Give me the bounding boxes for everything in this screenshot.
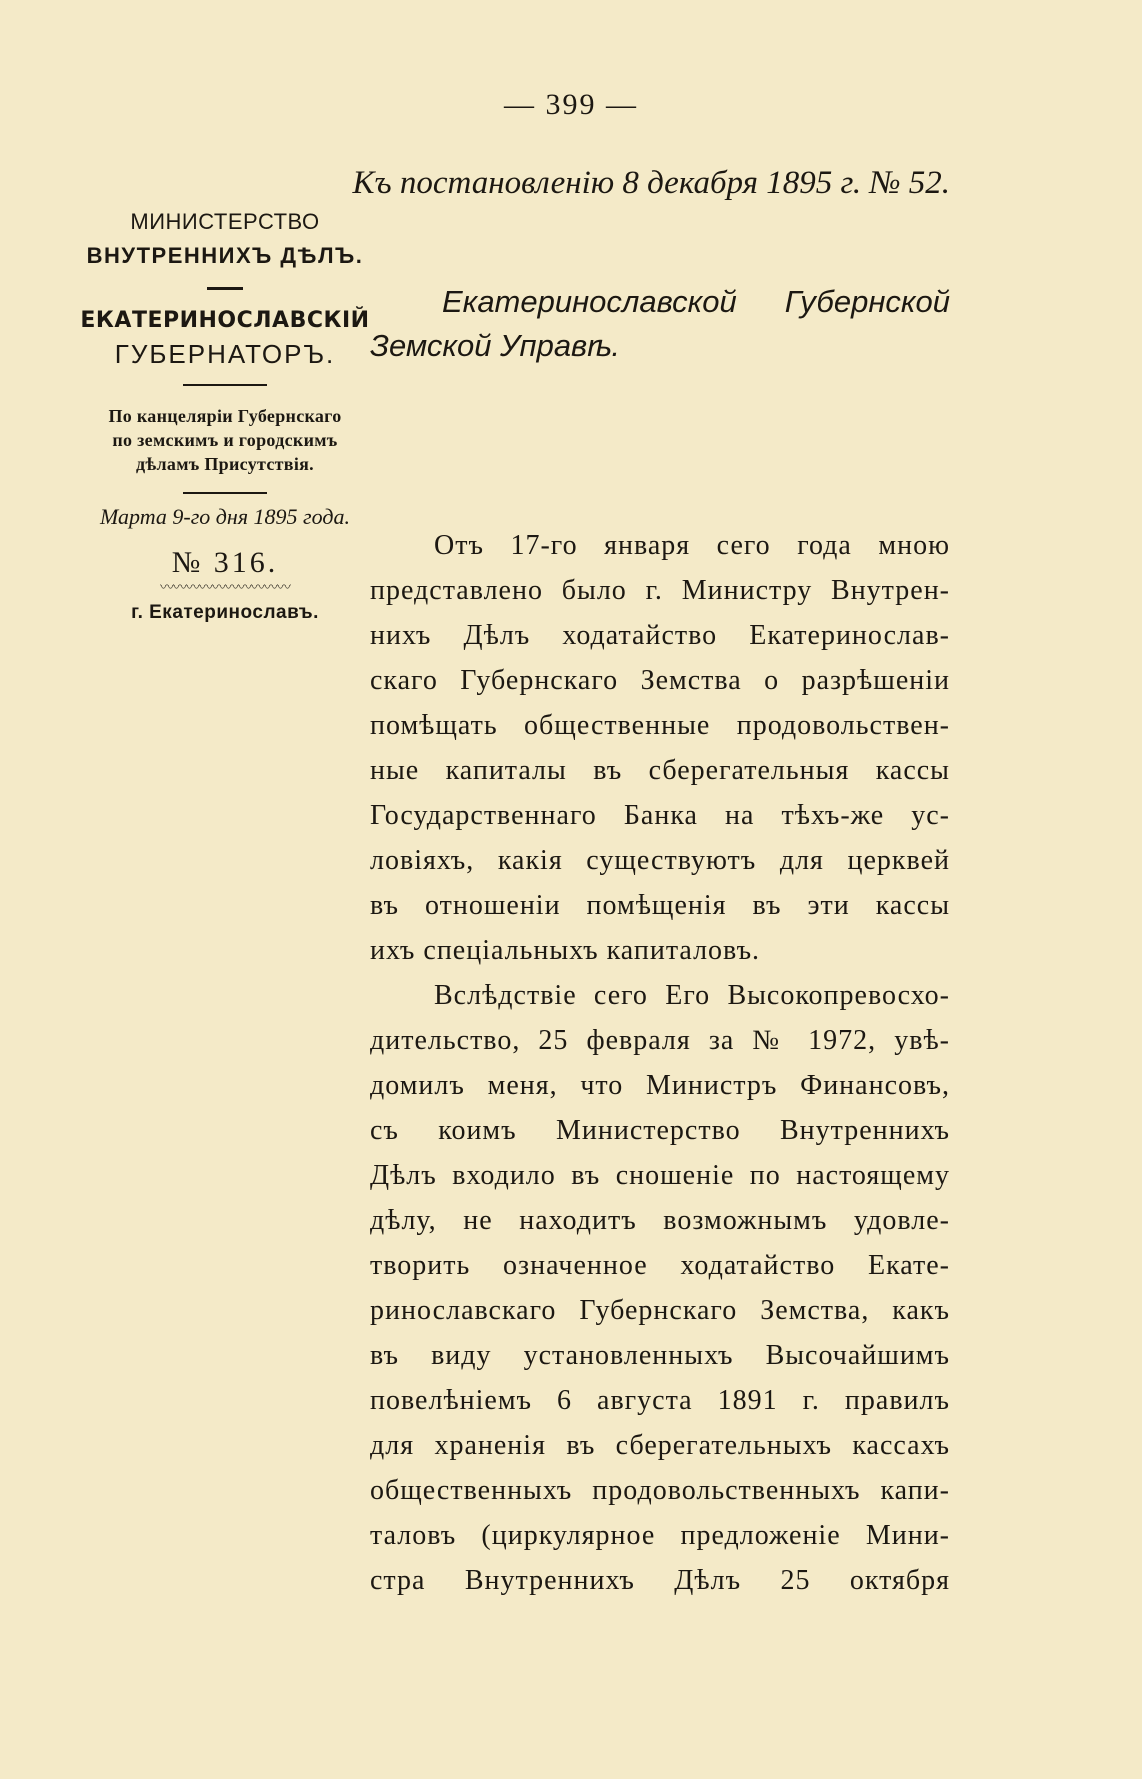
- divider: [207, 287, 243, 290]
- addressee: Екатеринославской Губернской Земской Управѣ.: [370, 284, 950, 363]
- chancery-line: По канцеляріи Губернскаго: [108, 406, 342, 426]
- document-place: г. Екатеринославъ.: [131, 602, 319, 623]
- governorate-name: ЕКАТЕРИНОСЛАВСКІЙ: [80, 308, 370, 333]
- body-line: въ отношеніи помѣщенія въ эти кассы: [370, 890, 950, 921]
- body-line: стра Внутреннихъ Дѣлъ 25 октября: [370, 1565, 950, 1596]
- body-line: ринославскаго Губернскаго Земства, какъ: [370, 1295, 950, 1326]
- document-number: № 316.: [171, 546, 279, 579]
- body-line: въ виду установленныхъ Высочайшимъ: [370, 1340, 950, 1371]
- body-line: домилъ меня, что Министръ Финансовъ,: [370, 1070, 950, 1101]
- body-line: дѣлу, не находитъ возможнымъ удовле-: [370, 1205, 950, 1236]
- body-line: ихъ спеціальныхъ капиталовъ.: [370, 935, 761, 966]
- divider: [183, 384, 267, 386]
- body-line: дительство, 25 февраля за № 1972, увѣ-: [370, 1025, 950, 1056]
- body-line: Вслѣдствіе сего Его Высокопревосхо-: [434, 980, 950, 1011]
- body-line: общественныхъ продовольственныхъ капи-: [370, 1475, 950, 1506]
- annex-reference: Къ постановленію 8 декабря 1895 г. № 52.: [352, 165, 950, 201]
- body-line: повелѣніемъ 6 августа 1891 г. правилъ: [370, 1385, 950, 1416]
- body-line: съ коимъ Министерство Внутреннихъ: [370, 1115, 950, 1146]
- body-line: Отъ 17-го января сего года мною: [434, 530, 950, 561]
- body-line: Дѣлъ входило въ сношеніе по настоящему: [370, 1160, 950, 1191]
- governor-title: ГУБЕРНАТОРЪ.: [114, 339, 336, 369]
- document-header-block: [60, 205, 390, 624]
- chancery-line: дѣламъ Присутствія.: [136, 454, 314, 474]
- body-line: ные капиталы въ сберегательныя кассы: [370, 755, 950, 786]
- body-line: Государственнаго Банка на тѣхъ-же ус-: [370, 800, 950, 831]
- body-line: скаго Губернскаго Земства о разрѣшеніи: [370, 665, 950, 696]
- body-line: ловіяхъ, какія существуютъ для церквей: [370, 845, 950, 876]
- wavy-divider: 〰〰〰〰〰〰〰〰〰〰: [160, 581, 290, 596]
- body-line: для храненія въ сберегательныхъ кассахъ: [370, 1430, 950, 1461]
- chancery-line: по земскимъ и городскимъ: [112, 430, 338, 450]
- body-line: творить означенное ходатайство Екате-: [370, 1250, 950, 1281]
- document-date: Марта 9-го дня 1895 года.: [100, 504, 350, 529]
- body-line: помѣщать общественные продовольствен-: [370, 710, 950, 741]
- letter-body: [370, 523, 950, 1603]
- divider: [183, 492, 267, 494]
- body-line: нихъ Дѣлъ ходатайство Екатеринослав-: [370, 620, 950, 651]
- body-line: таловъ (циркулярное предложеніе Мини-: [370, 1520, 950, 1551]
- body-line: представлено было г. Министру Внутрен-: [370, 575, 950, 606]
- ministry-name-line1: МИНИСТЕРСТВО: [130, 209, 320, 234]
- ministry-name-line2: ВНУТРЕННИХЪ ДѢЛЪ.: [86, 243, 364, 268]
- page-number: — 399 —: [504, 88, 638, 121]
